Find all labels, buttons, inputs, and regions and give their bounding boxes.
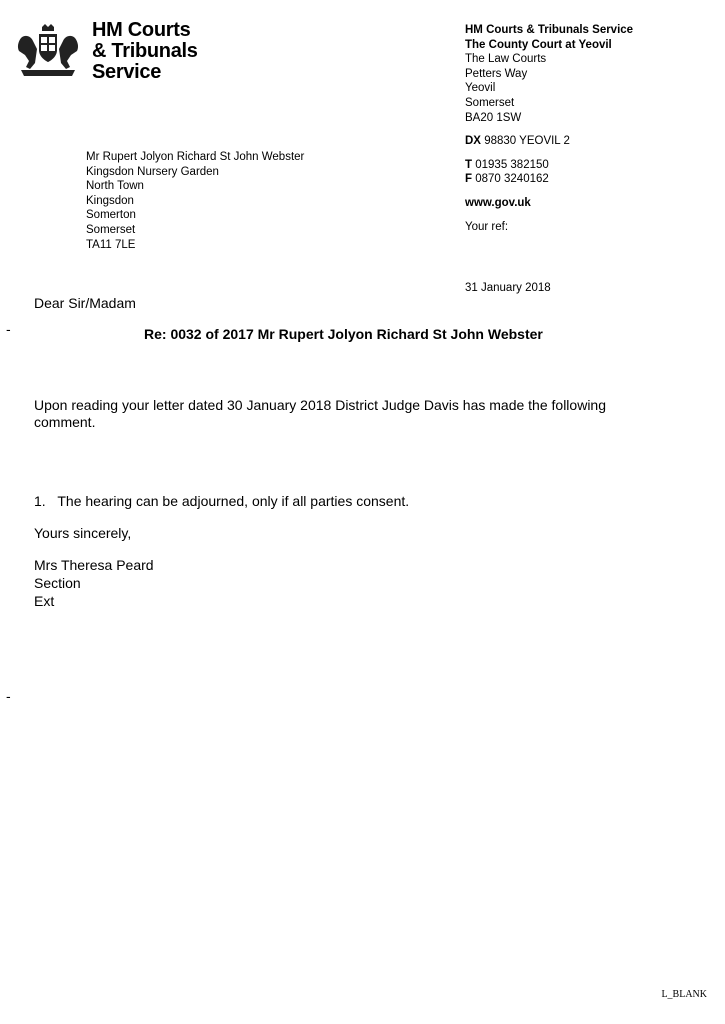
letter-date: 31 January 2018 [465,282,551,294]
item-number: 1. [34,493,46,509]
recipient-line: Mr Rupert Jolyon Richard St John Webster [86,151,305,163]
court-address-line: The Law Courts [465,53,547,66]
court-address-line: Petters Way [465,67,528,80]
recipient-line: North Town [86,180,144,193]
signature-block [34,556,154,610]
signatory-ext: Ext [34,593,55,609]
court-address-line: BA20 1SW [465,111,522,124]
court-address-line: Somerset [465,96,515,109]
body-paragraph-line: comment. [34,414,96,430]
margin-mark: - [6,688,11,704]
salutation: Dear Sir/Madam [34,295,136,311]
body-paragraph-line: Upon reading your letter dated 30 January 2018 District Judge Davis has made the following [34,397,606,413]
footer-code: L_BLANK [661,989,707,1000]
body-paragraph [34,397,606,431]
tel-label: T [465,158,473,171]
recipient-line: Kingsdon Nursery Garden [86,165,219,178]
recipient-address-block [86,150,304,252]
hmcts-logo [92,20,198,83]
recipient-line: Somerton [86,209,136,222]
signatory-section: Section [34,575,81,591]
numbered-item [34,493,409,510]
your-ref-label: Your ref: [465,220,509,233]
item-text: The hearing can be adjourned, only if all parties consent. [57,493,410,509]
margin-mark: - [6,321,11,337]
court-name: The County Court at Yeovil [465,38,612,51]
logo-line-3: Service [92,61,162,83]
tel-value: 01935 382150 [475,158,549,171]
recipient-line: TA11 7LE [86,238,136,251]
court-dx [465,134,633,149]
logo-line-2: & Tribunals [92,40,198,62]
recipient-line: Somerset [86,223,136,236]
subject-line: Re: 0032 of 2017 Mr Rupert Jolyon Richard St John Webster [144,326,543,342]
dx-value: 98830 YEOVIL 2 [484,135,570,148]
fax-label: F [465,173,473,186]
fax-value: 0870 3240162 [475,173,549,186]
court-website: www.gov.uk [465,196,531,209]
court-address-block [465,23,633,234]
court-fax [465,172,633,187]
logo-line-1: HM Courts [92,19,191,41]
court-address-line: Yeovil [465,82,496,95]
signatory-name: Mrs Theresa Peard [34,557,154,573]
court-service-name: HM Courts & Tribunals Service [465,24,634,36]
dx-label: DX [465,135,481,148]
recipient-line: Kingsdon [86,194,134,207]
court-telephone [465,158,633,173]
royal-coat-of-arms-icon [15,24,81,80]
closing: Yours sincerely, [34,525,132,541]
